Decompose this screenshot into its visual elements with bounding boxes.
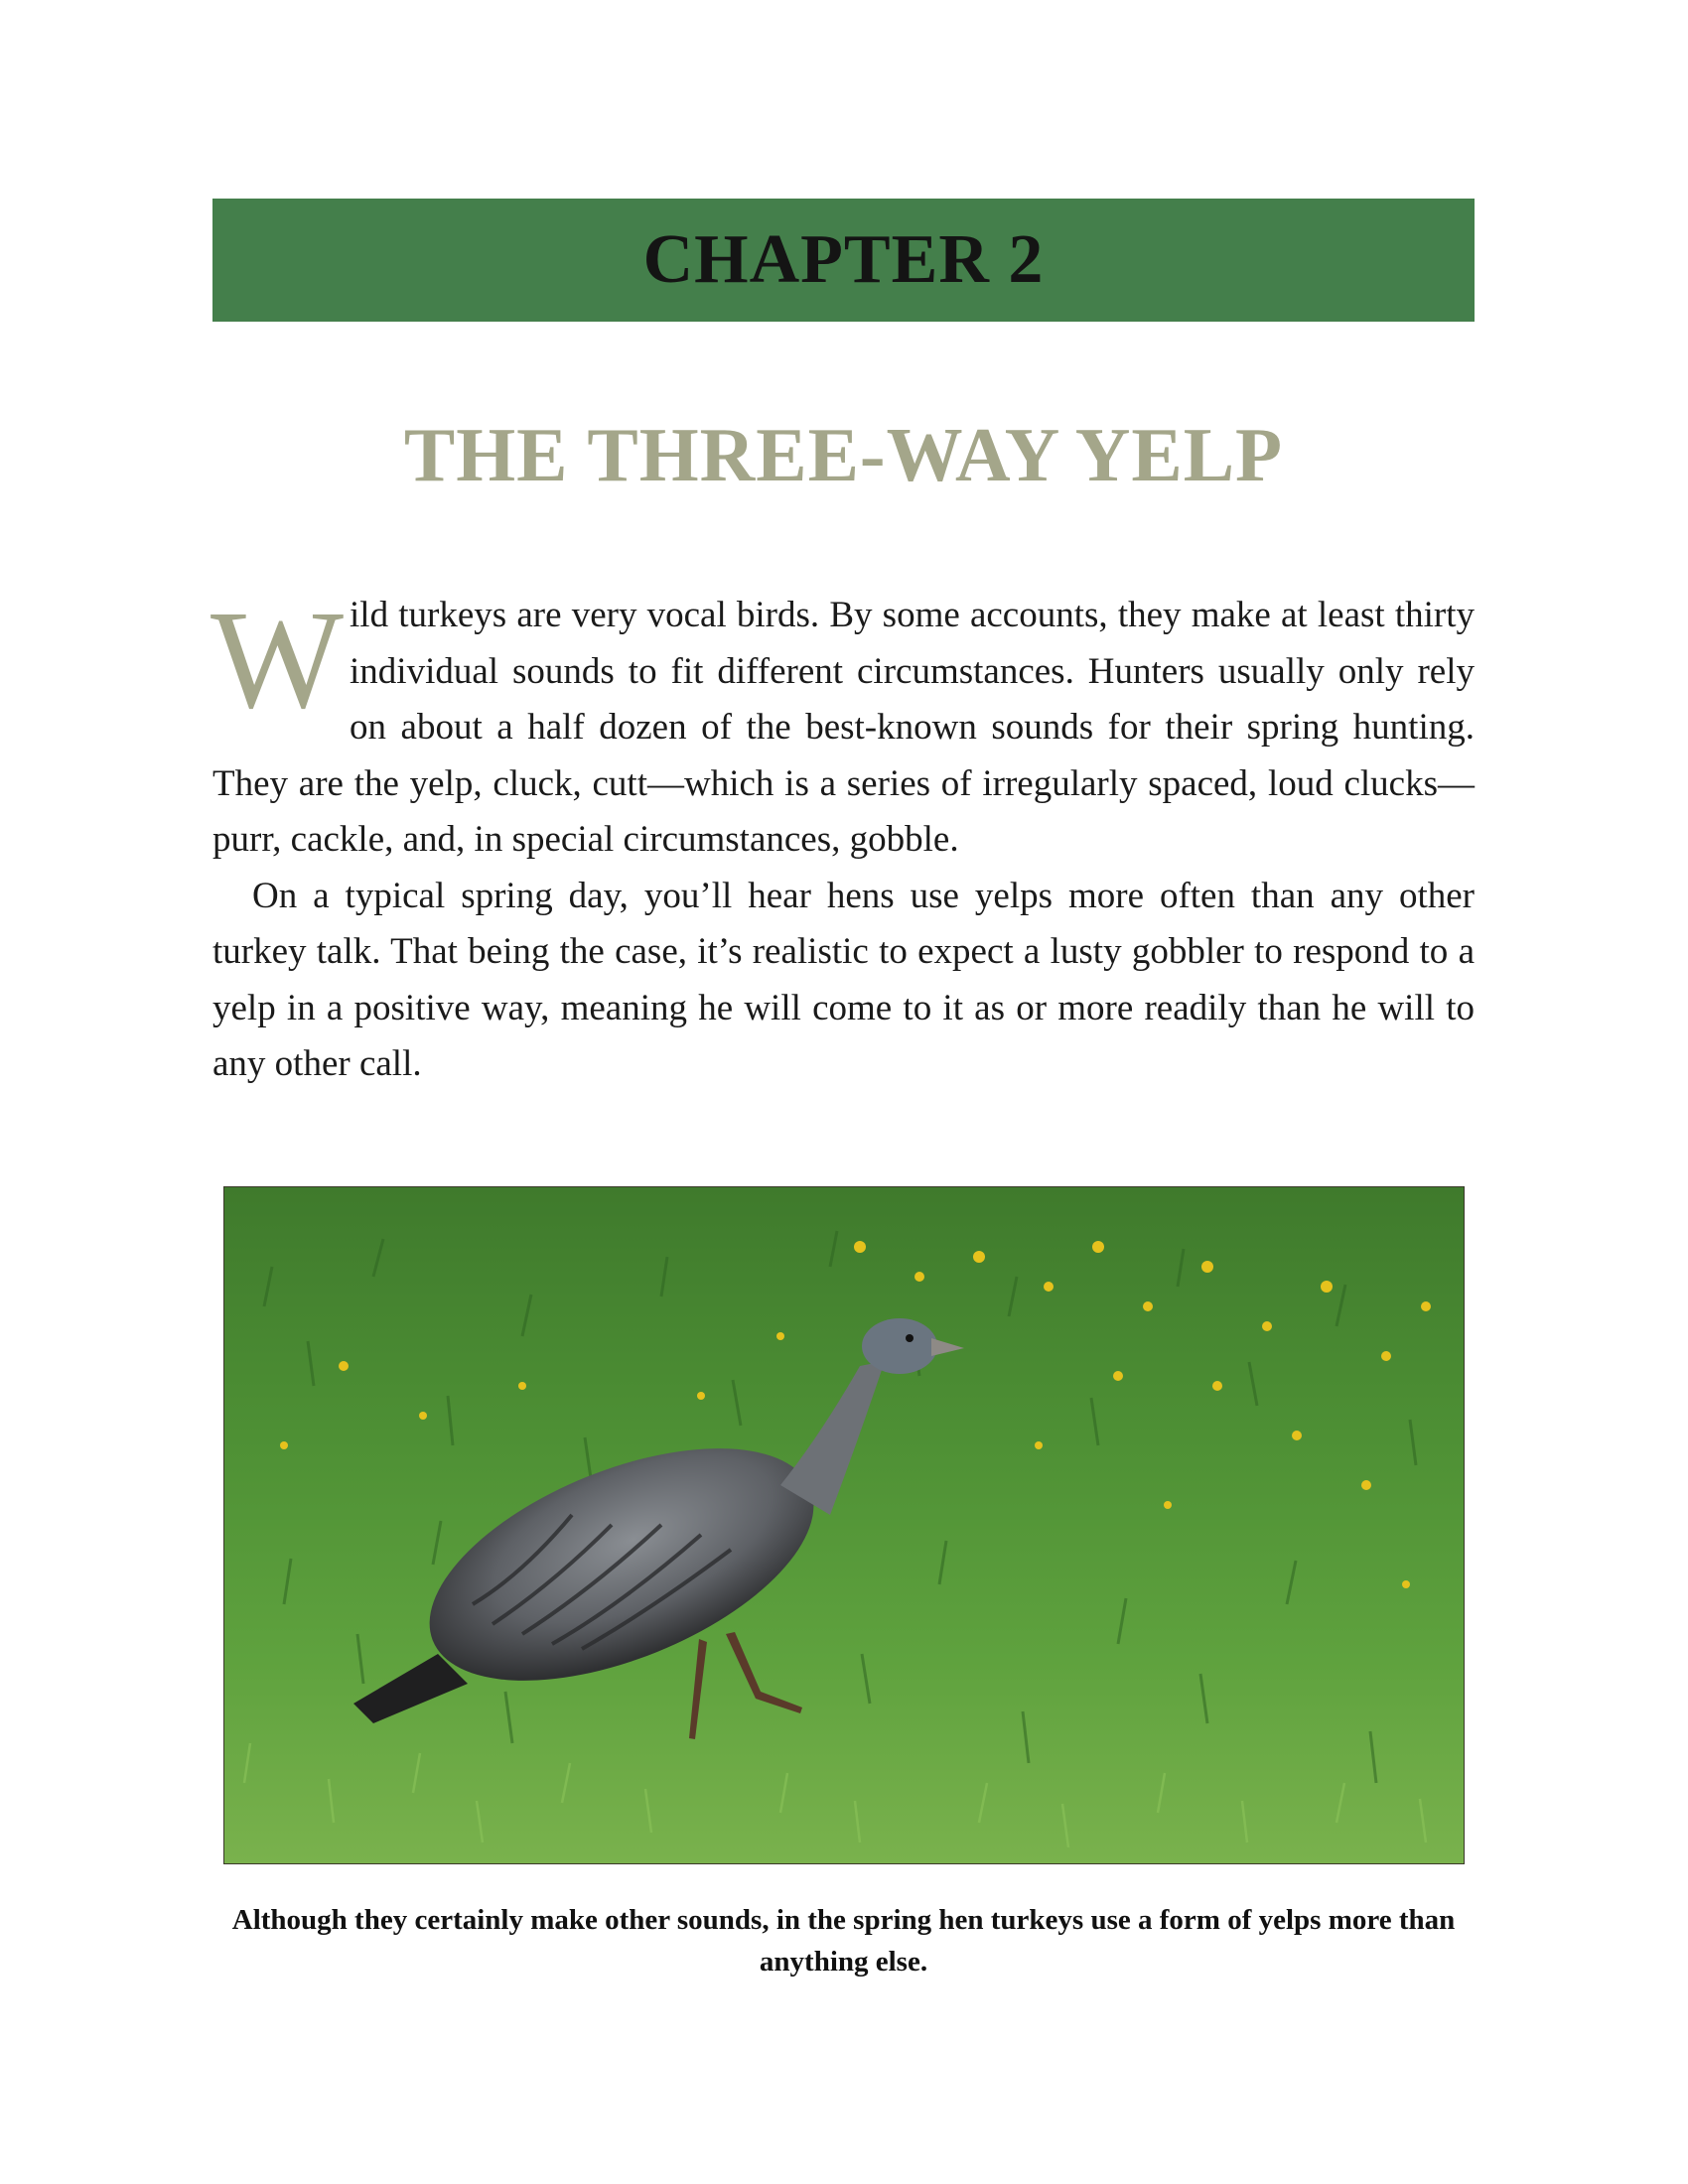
chapter-banner [212,199,1475,322]
chapter-label: CHAPTER 2 [642,221,1045,298]
paragraph-1-text: ild turkeys are very vocal birds. By some accounts, they make at least thirty individual sounds to fit different circumstances. Hunters usually only rely on about a half dozen of the best-known sounds for their spring hunting. They are the yelp, cluck, cutt—which is a series of irregularly spaced, loud clucks—purr, cackle, and, in special circumstances, gobble. [212,595,1475,860]
turkey-photo [223,1186,1465,1864]
paragraph-2: On a typical spring day, you’ll hear hens use yelps more often than any other turkey talk. That being the case, it’s realistic to expect a lusty gobbler to respond to a yelp in a positive way, meaning he will come to it as or more readily than he will to any other call. [212,875,1475,1084]
figure-caption: Although they certainly make other sounds, in the spring hen turkeys use a form of yelps more than anything else. [231,1904,1456,1978]
chapter-title: THE THREE-WAY YELP [403,412,1284,497]
paragraph-1 [211,581,1475,869]
drop-cap: W [211,581,345,738]
body-text [211,581,1475,1093]
turkey-photo-illustration [224,1187,1465,1864]
